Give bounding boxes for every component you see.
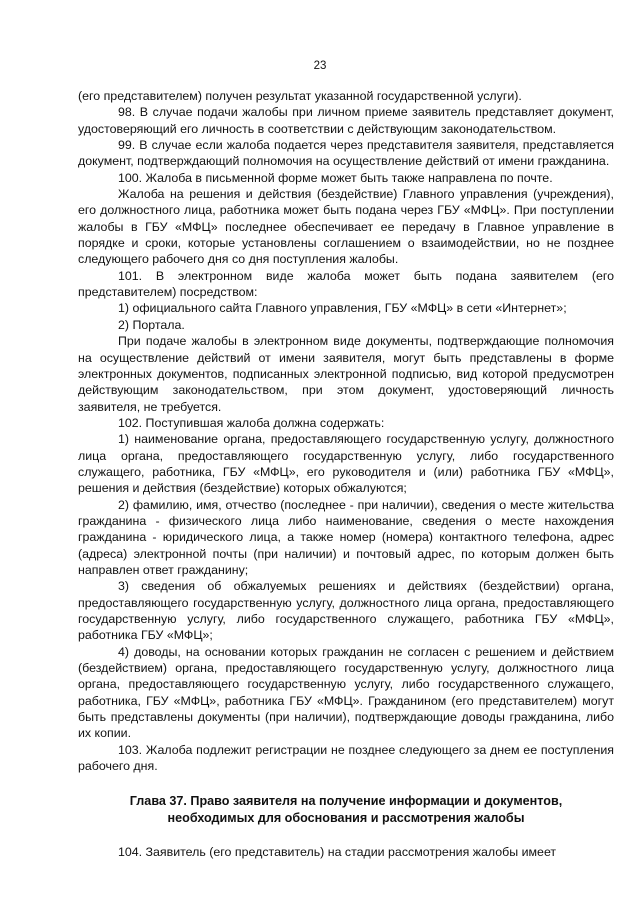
paragraph-104: 104. Заявитель (его представитель) на стадии рассмотрения жалобы имеет xyxy=(118,845,557,860)
paragraph-99: 99. В случае если жалоба подается через представителя заявителя, представляется документ, подтверждающий полномочия на осуществление действий от имени гражданина. xyxy=(78,138,614,169)
paragraph-100: 100. Жалоба в письменной форме может быть также направлена по почте. xyxy=(118,170,553,185)
paragraph-101-item-1: 1) официального сайта Главного управления, ГБУ «МФЦ» в сети «Интернет»; xyxy=(118,301,567,316)
chapter-heading: Глава 37. Право заявителя на получение информации и документов, необходимых для обоснования и рассмотрения жалобы xyxy=(129,794,563,826)
paragraph-100-mfc: Жалоба на решения и действия (бездействие) Главного управления (учреждения), его должностного лица, работника может быть подана через ГБУ «МФЦ». При поступлении жалобы в ГБУ «МФЦ» последнее обеспечивает ее передачу в Главное управление в порядке и сроки, которые установлены соглашением о взаимодействии, но не позднее следующего рабочего дня со дня поступления жалобы. xyxy=(78,187,614,267)
paragraph-102: 102. Поступившая жалоба должна содержать: xyxy=(118,415,385,430)
page-number: 23 xyxy=(313,60,327,72)
paragraph-101: 101. В электронном виде жалоба может быть подана заявителем (его представителем) посредством: xyxy=(78,268,614,300)
paragraph-102-item-4: 4) доводы, на основании которых гражданин не согласен с решением и действием (бездействием) органа, предоставляющего государственную услугу, должностного лица органа, предоставляющего государственную услугу, либо государственного служащего, работника, ГБУ «МФЦ», работника ГБУ «МФЦ». Гражданином (его представителем) могут быть представлены документы (при наличии), подтверждающие доводы гражданина, либо их копии. xyxy=(78,644,614,741)
paragraph-102-item-2: 2) фамилию, имя, отчество (последнее - при наличии), сведения о месте жительства гражданина - физического лица либо наименование, сведения о месте нахождения гражданина - юридического лица, а также номер (номера) контактного телефона, адрес (адреса) электронной почты (при наличии) и почтовый адрес, по которым должен быть направлен ответ гражданину; xyxy=(78,497,614,577)
paragraph-98: 98. В случае подачи жалобы при личном приеме заявитель представляет документ, удостоверяющий его личность в соответствии с действующим законодательством. xyxy=(78,105,614,136)
paragraph-102-item-3: 3) сведения об обжалуемых решениях и действиях (бездействии) органа, предоставляющего государственную услугу, должностного лица органа, предоставляющего государственную услугу, либо государственного служащего, работника ГБУ «МФЦ», работника ГБУ «МФЦ»; xyxy=(78,579,614,643)
paragraph-101-electronic: При подаче жалобы в электронном виде документы, подтверждающие полномочия на осуществление действий от имени заявителя, могут быть представлены в форме электронных документов, подписанных электронной подписью, вид которой предусмотрен действующим законодательством, при этом документ, удостоверяющий личность заявителя, не требуется. xyxy=(78,334,614,414)
paragraph-102-item-1: 1) наименование органа, предоставляющего государственную услугу, должностного лица органа, предоставляющего государственную услугу, либо государственного служащего, работника, ГБУ «МФЦ», его руководителя и (или) работника ГБУ «МФЦ», решения и действия (бездействие) которых обжалуются; xyxy=(78,432,614,496)
paragraph-103: 103. Жалоба подлежит регистрации не позднее следующего за днем ее поступления рабочего дня. xyxy=(78,742,614,774)
paragraph-101-item-2: 2) Портала. xyxy=(118,317,185,332)
paragraph-continuation: (его представителем) получен результат указанной государственной услуги). xyxy=(78,89,522,103)
document-body xyxy=(78,88,614,861)
